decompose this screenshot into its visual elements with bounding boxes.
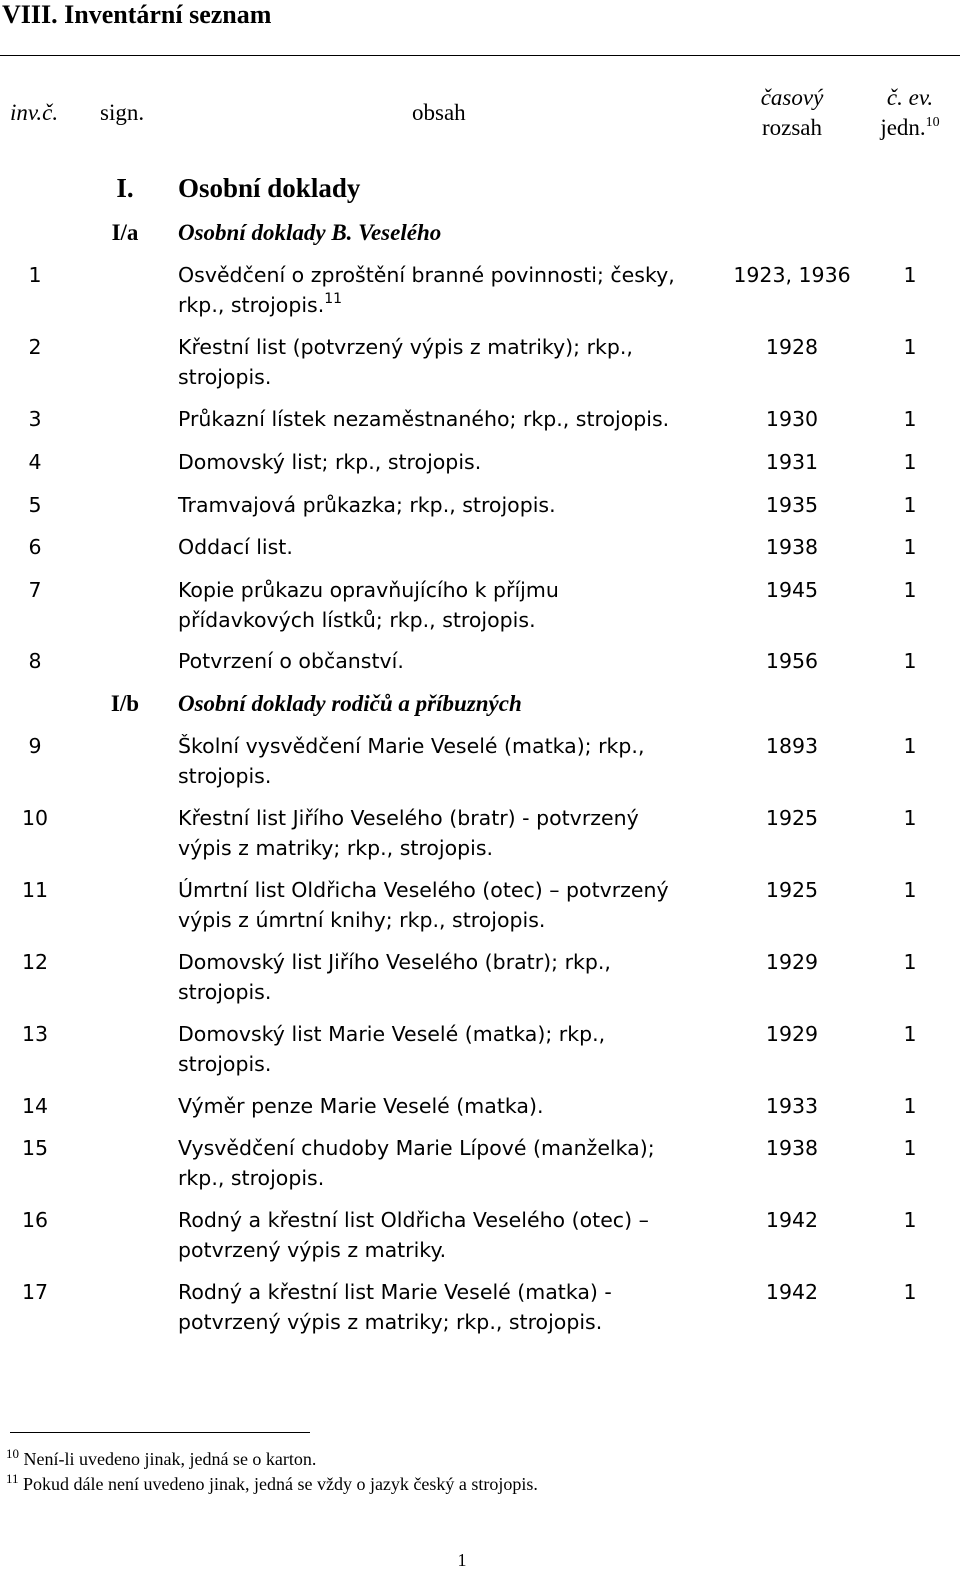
row-unit-count: 1 [903,1094,917,1118]
row-content [178,1091,718,1121]
section-title: Osobní doklady [178,173,361,203]
col-header-rozsah-line2: rozsah [761,115,823,140]
section-code: I. [116,173,134,203]
row-number: 17 [21,1280,49,1304]
row-number: 8 [28,649,42,673]
col-header-rozsah-line1: časový [760,85,824,110]
footnote-text: Není-li uvedeno jinak, jedná se o karton. [23,1449,317,1469]
row-content-line: Oddací list. [178,535,293,559]
row-content [178,731,718,791]
row-content [178,532,718,562]
row-content [178,1133,718,1193]
row-unit-count: 1 [903,649,917,673]
row-number: 6 [28,535,42,559]
row-content-line: Rodný a křestní list Marie Veselé (matka) - [178,1280,612,1304]
row-unit-count: 1 [903,535,917,559]
row-date-range: 1938 [765,1136,819,1160]
row-date-range: 1931 [765,450,819,474]
row-content-line: Výměr penze Marie Veselé (matka). [178,1094,544,1118]
row-unit-count: 1 [903,734,917,758]
row-date-range: 1929 [765,950,819,974]
row-content-line: Průkazní lístek nezaměstnaného; rkp., strojopis. [178,407,670,431]
footnote [6,1473,538,1495]
row-unit-count: 1 [903,878,917,902]
col-header-jedn-text: jedn. [880,115,926,140]
row-date-range: 1929 [765,1022,819,1046]
row-number: 10 [21,806,49,830]
row-number: 1 [28,263,42,287]
row-unit-count: 1 [903,493,917,517]
col-header-obsah: obsah [412,100,466,125]
row-unit-count: 1 [903,578,917,602]
row-number: 9 [28,734,42,758]
footnote-mark: 10 [6,1446,19,1461]
subsection-title: Osobní doklady B. Veselého [178,220,442,245]
row-date-range: 1923, 1936 [733,263,851,287]
col-header-jedn-line1: č. ev. [886,85,934,110]
row-date-range: 1935 [765,493,819,517]
row-content-line: strojopis. [178,980,272,1004]
row-content-line: Rodný a křestní list Oldřicha Veselého (otec) – [178,1208,649,1232]
col-header-jedn-line2 [870,113,950,143]
row-number: 15 [21,1136,49,1160]
row-content [178,1019,718,1079]
row-unit-count: 1 [903,1022,917,1046]
row-content-line: Úmrtní list Oldřicha Veselého (otec) – potvrzený [178,878,669,902]
row-unit-count: 1 [903,1280,917,1304]
page-number: 1 [457,1550,467,1570]
row-number: 12 [21,950,49,974]
row-date-range: 1928 [765,335,819,359]
row-content [178,490,718,520]
row-content-text: rkp., strojopis. [178,293,325,317]
row-date-range: 1956 [765,649,819,673]
footnote-ref-10: 10 [925,115,940,130]
row-content-line: Tramvajová průkazka; rkp., strojopis. [178,493,556,517]
row-date-range: 1925 [765,878,819,902]
row-content-line: Křestní list Jiřího Veselého (bratr) - potvrzený [178,806,639,830]
row-content-line: Potvrzení o občanství. [178,649,404,673]
col-header-inv: inv.č. [10,100,59,125]
subsection-title: Osobní doklady rodičů a příbuzných [178,691,522,716]
row-content-line: Vysvědčení chudoby Marie Lípové (manželka); [178,1136,655,1160]
row-number: 13 [21,1022,49,1046]
row-date-range: 1893 [765,734,819,758]
row-content-line: Domovský list Jiřího Veselého (bratr); rkp., [178,950,611,974]
row-content [178,575,718,635]
row-content [178,447,718,477]
row-date-range: 1925 [765,806,819,830]
row-content-line: Osvědčení o zproštění branné povinnosti; česky, [178,263,675,287]
header-rule [0,55,960,56]
row-date-range: 1930 [765,407,819,431]
row-date-range: 1942 [765,1280,819,1304]
row-date-range: 1938 [765,535,819,559]
row-content [178,1205,718,1265]
col-header-sign: sign. [100,100,145,125]
footnote [6,1448,316,1470]
footnote-separator [10,1432,310,1433]
row-content-line: rkp., strojopis. [178,1166,325,1190]
footnote-mark: 11 [6,1471,19,1486]
row-number: 11 [21,878,49,902]
row-content-line [178,290,718,320]
row-content-line: Domovský list Marie Veselé (matka); rkp., [178,1022,606,1046]
row-number: 7 [28,578,42,602]
row-unit-count: 1 [903,806,917,830]
row-content [178,260,718,320]
row-unit-count: 1 [903,950,917,974]
row-content [178,646,718,676]
row-content-line: Křestní list (potvrzený výpis z matriky); rkp., [178,335,633,359]
row-content [178,1277,718,1337]
row-content-line: výpis z matriky; rkp., strojopis. [178,836,494,860]
row-date-range: 1933 [765,1094,819,1118]
row-content-line: Kopie průkazu opravňujícího k příjmu [178,578,559,602]
row-date-range: 1942 [765,1208,819,1232]
row-number: 2 [28,335,42,359]
row-content [178,332,718,392]
row-content-line: strojopis. [178,1052,272,1076]
row-number: 3 [28,407,42,431]
row-content-line: výpis z úmrtní knihy; rkp., strojopis. [178,908,546,932]
subsection-code: I/b [110,691,140,716]
row-content [178,803,718,863]
subsection-code: I/a [111,220,139,245]
row-content-line: potvrzený výpis z matriky; rkp., strojopis. [178,1310,603,1334]
row-number: 5 [28,493,42,517]
footnote-text: Pokud dále není uvedeno jinak, jedná se vždy o jazyk český a strojopis. [23,1474,538,1494]
row-content-line: Domovský list; rkp., strojopis. [178,450,482,474]
row-content-line: potvrzený výpis z matriky. [178,1238,447,1262]
row-content [178,947,718,1007]
row-unit-count: 1 [903,263,917,287]
row-content [178,404,718,434]
row-number: 14 [21,1094,49,1118]
row-unit-count: 1 [903,1208,917,1232]
row-number: 4 [28,450,42,474]
row-content-line: přídavkových lístků; rkp., strojopis. [178,608,536,632]
row-unit-count: 1 [903,1136,917,1160]
row-unit-count: 1 [903,450,917,474]
row-content-line: Školní vysvědčení Marie Veselé (matka); rkp., [178,734,645,758]
row-date-range: 1945 [765,578,819,602]
page-heading: VIII. Inventární seznam [2,0,272,29]
row-content-line: strojopis. [178,365,272,389]
row-content [178,875,718,935]
row-number: 16 [21,1208,49,1232]
row-unit-count: 1 [903,335,917,359]
row-unit-count: 1 [903,407,917,431]
footnote-ref-11: 11 [324,291,343,307]
row-content-line: strojopis. [178,764,272,788]
